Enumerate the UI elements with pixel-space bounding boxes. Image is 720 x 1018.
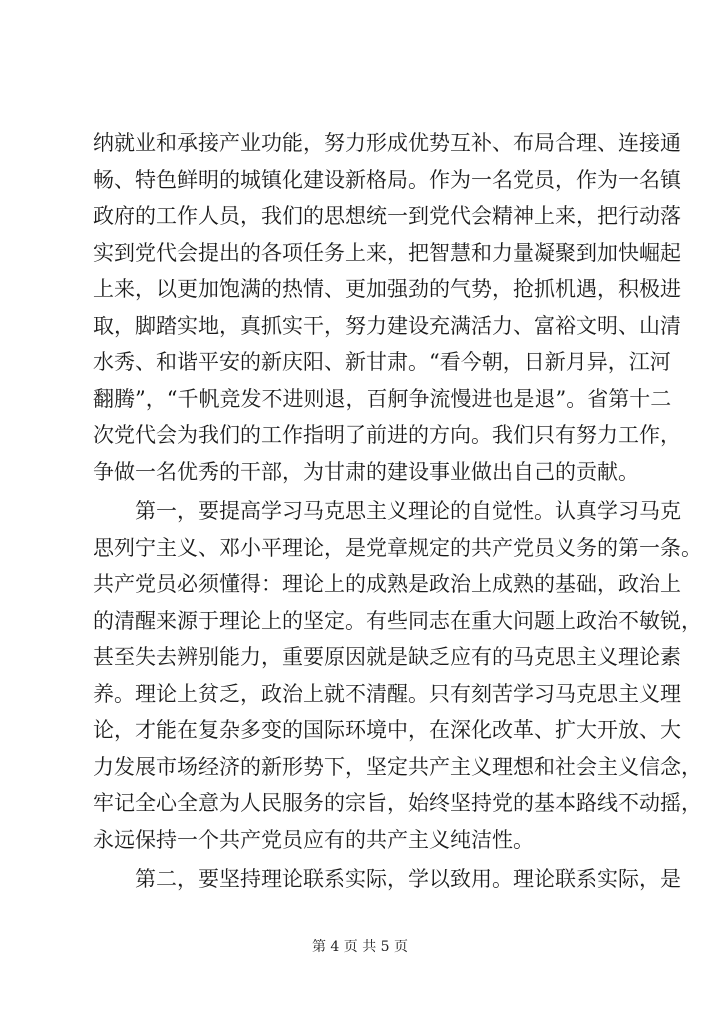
body-text-line: 水秀、和谐平安的新庆阳、新甘肃。“看今朝，日新月异，江河 (93, 350, 671, 374)
body-text-line: 力发展市场经济的新形势下，坚定共产主义理想和社会主义信念， (93, 755, 702, 779)
body-text-line: 畅、特色鲜明的城镇化建设新格局。作为一名党员，作为一名镇 (93, 168, 681, 192)
body-text-line: 永远保持一个共产党员应有的共产主义纯洁性。 (93, 828, 534, 852)
body-text-line: 共产党员必须懂得：理论上的成熟是政治上成熟的基础，政治上 (93, 572, 681, 596)
body-text-line: 牢记全心全意为人民服务的宗旨，始终坚持党的基本路线不动摇， (93, 791, 702, 815)
body-text-line: 翻腾”，“千帆竞发不进则退，百舸争流慢进也是退”。省第十二 (93, 387, 672, 411)
body-text-line: 论，才能在复杂多变的国际环境中，在深化改革、扩大开放、大 (93, 718, 681, 742)
body-text-line: 思列宁主义、邓小平理论，是党章规定的共产党员义务的第一条。 (93, 536, 702, 560)
page-number-footer: 第 4 页 共 5 页 (311, 939, 409, 955)
body-text-line: 次党代会为我们的工作指明了前进的方向。我们只有努力工作， (93, 423, 681, 447)
body-text-line: 纳就业和承接产业功能，努力形成优势互补、布局合理、连接通 (93, 131, 681, 155)
body-text-line: 第二，要坚持理论联系实际，学以致用。理论联系实际，是 (135, 867, 681, 891)
body-text-line: 实到党代会提出的各项任务上来，把智慧和力量凝聚到加快崛起 (93, 241, 681, 265)
body-text-line: 政府的工作人员，我们的思想统一到党代会精神上来，把行动落 (93, 204, 681, 228)
body-text-line: 甚至失去辨别能力，重要原因就是缺乏应有的马克思主义理论素 (93, 645, 681, 669)
body-text-line: 的清醒来源于理论上的坚定。有些同志在重大问题上政治不敏锐， (93, 609, 702, 633)
body-text-line: 取，脚踏实地，真抓实干，努力建设充满活力、富裕文明、山清 (93, 314, 681, 338)
body-text-line: 第一，要提高学习马克思主义理论的自觉性。认真学习马克 (135, 499, 681, 523)
body-text-line: 养。理论上贫乏，政治上就不清醒。只有刻苦学习马克思主义理 (93, 682, 681, 706)
body-text-line: 争做一名优秀的干部，为甘肃的建设事业做出自己的贡献。 (93, 460, 639, 484)
body-text-line: 上来，以更加饱满的热情、更加强劲的气势，抢抓机遇，积极进 (93, 277, 681, 301)
